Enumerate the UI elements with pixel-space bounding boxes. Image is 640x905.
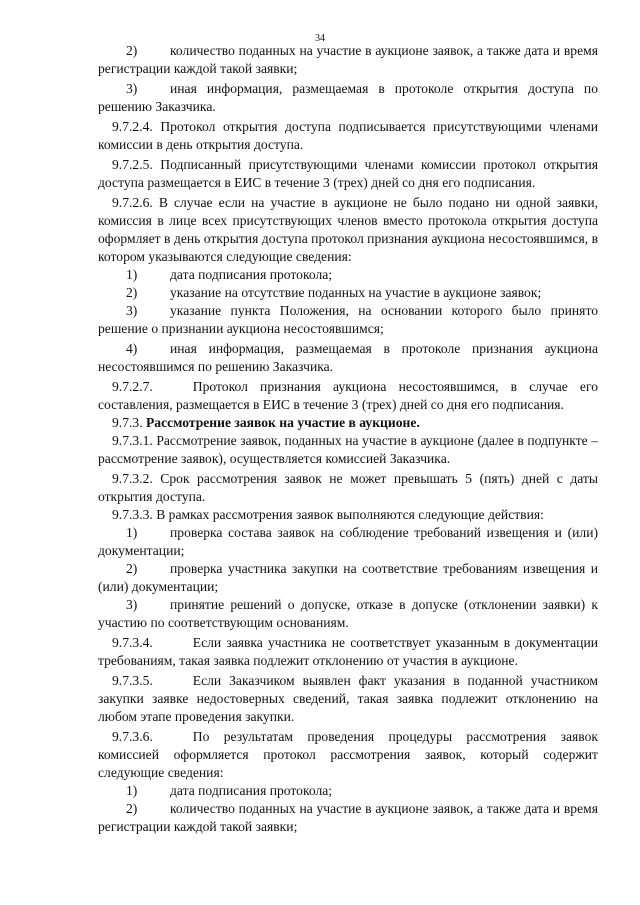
paragraph-text: дата подписания протокола; <box>170 783 333 798</box>
paragraph-text: указание на отсутствие поданных на участие в аукционе заявок; <box>170 285 542 300</box>
section-heading <box>98 414 598 432</box>
item-number: 4) <box>126 341 138 356</box>
item-number: 1) <box>126 267 138 282</box>
paragraph <box>98 560 598 596</box>
paragraph <box>98 80 598 116</box>
item-number: 2) <box>126 561 138 576</box>
item-number: 2) <box>126 43 138 58</box>
item-number: 1) <box>126 525 138 540</box>
item-number: 3) <box>126 303 138 318</box>
paragraph <box>98 156 598 192</box>
item-number: 3) <box>126 597 138 612</box>
paragraph-text: В случае если на участие в аукционе не было подано ни одной заявки, комиссия в лице всех присутствующих членов вместо протокола открытия доступа оформляет в день открытия доступа протокол признания аукциона несостоявшимся, в котором указываются следующие сведения: <box>98 195 598 264</box>
item-number: 9.7.2.4. <box>112 119 153 134</box>
paragraph <box>98 194 598 266</box>
item-number: 9.7.3.1. <box>112 433 153 448</box>
paragraph <box>98 634 598 670</box>
paragraph-text: количество поданных на участие в аукционе заявок, а также дата и время регистрации каждой такой заявки; <box>98 801 598 834</box>
paragraph <box>98 672 598 726</box>
paragraph-text: дата подписания протокола; <box>170 267 333 282</box>
paragraph <box>98 782 598 800</box>
paragraph <box>98 42 598 78</box>
document-body <box>98 42 598 836</box>
paragraph <box>98 378 598 414</box>
page-number: 34 <box>315 33 325 44</box>
paragraph <box>98 728 598 782</box>
paragraph-text: Рассмотрение заявок, поданных на участие в аукционе (далее в подпункте – рассмотрение заявок), осуществляется комиссией Заказчика. <box>98 433 598 466</box>
paragraph-text: иная информация, размещаемая в протоколе признания аукциона несостоявшимся по решению Заказчика. <box>98 341 598 374</box>
section-heading-text: Рассмотрение заявок на участие в аукционе. <box>146 415 420 430</box>
paragraph <box>98 266 598 284</box>
paragraph <box>98 118 598 154</box>
paragraph <box>98 470 598 506</box>
paragraph-text: По результатам проведения процедуры рассмотрения заявок комиссией оформляется протокол рассмотрения заявок, который содержит следующие сведения: <box>98 729 598 780</box>
paragraph <box>98 800 598 836</box>
paragraph <box>98 524 598 560</box>
item-number: 9.7.3.6. <box>112 729 153 744</box>
paragraph-text: Срок рассмотрения заявок не может превышать 5 (пять) дней с даты открытия доступа. <box>98 471 598 504</box>
item-number: 2) <box>126 285 138 300</box>
paragraph <box>98 506 598 524</box>
item-number: 9.7.3.4. <box>112 635 153 650</box>
paragraph-text: иная информация, размещаемая в протоколе открытия доступа по решению Заказчика. <box>98 81 598 114</box>
paragraph-text: принятие решений о допуске, отказе в допуске (отклонении заявки) к участию по соответствующим основаниям. <box>98 597 598 630</box>
item-number: 9.7.2.5. <box>112 157 153 172</box>
paragraph <box>98 302 598 338</box>
paragraph-text: Если заявка участника не соответствует указанным в документации требованиям, такая заявка подлежит отклонению от участия в аукционе. <box>98 635 598 668</box>
paragraph-text: В рамках рассмотрения заявок выполняются следующие действия: <box>156 507 544 522</box>
item-number: 9.7.3.2. <box>112 471 153 486</box>
item-number: 9.7.3.3. <box>112 507 153 522</box>
paragraph <box>98 340 598 376</box>
item-number: 2) <box>126 801 138 816</box>
item-number: 9.7.2.6. <box>112 195 153 210</box>
paragraph-text: количество поданных на участие в аукционе заявок, а также дата и время регистрации каждой такой заявки; <box>98 43 598 76</box>
paragraph <box>98 284 598 302</box>
paragraph-text: Протокол признания аукциона несостоявшимся, в случае его составления, размещается в ЕИС в течение 3 (трех) дней со дня его подписания. <box>98 379 598 412</box>
item-number: 9.7.2.7. <box>112 379 153 394</box>
paragraph-text: проверка состава заявок на соблюдение требований извещения и (или) документации; <box>98 525 598 558</box>
paragraph-text: указание пункта Положения, на основании которого было принято решение о признании аукциона несостоявшимся; <box>98 303 598 336</box>
item-number: 3) <box>126 81 138 96</box>
item-number: 9.7.3.5. <box>112 673 153 688</box>
paragraph-text: проверка участника закупки на соответствие требованиям извещения и (или) документации; <box>98 561 598 594</box>
item-number: 1) <box>126 783 138 798</box>
paragraph <box>98 432 598 468</box>
paragraph-text: Если Заказчиком выявлен факт указания в поданной участником закупки заявке недостоверных сведений, такая заявка подлежит отклонению на любом этапе проведения закупки. <box>98 673 598 724</box>
paragraph-text: Протокол открытия доступа подписывается присутствующими членами комиссии в день открытия доступа. <box>98 119 598 152</box>
item-number: 9.7.3. <box>112 415 143 430</box>
paragraph <box>98 596 598 632</box>
paragraph-text: Подписанный присутствующими членами комиссии протокол открытия доступа размещается в ЕИС в течение 3 (трех) дней со дня его подписания. <box>98 157 598 190</box>
